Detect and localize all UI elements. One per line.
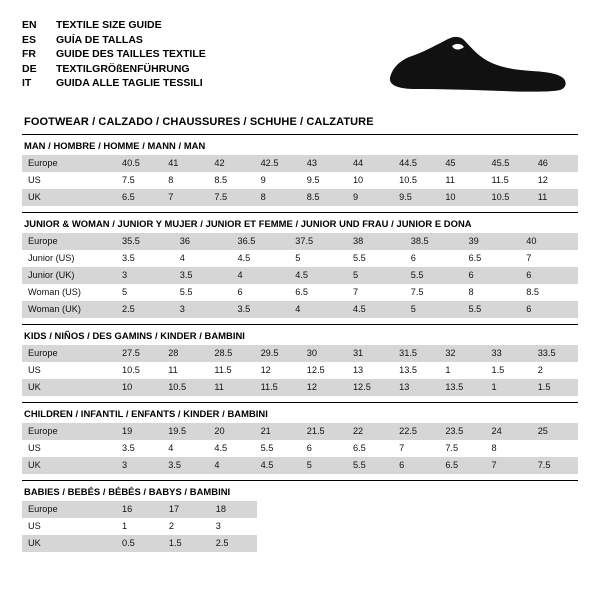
size-cell: 5.5 bbox=[174, 284, 232, 301]
size-cell: 10 bbox=[439, 189, 485, 206]
size-table-title: MAN / HOMBRE / HOMME / MANN / MAN bbox=[24, 140, 206, 151]
size-cell: 6.5 bbox=[463, 250, 521, 267]
language-title: GUIDA ALLE TAGLIE TESSILI bbox=[56, 77, 203, 89]
table-row bbox=[22, 362, 578, 379]
size-cell: 19 bbox=[116, 423, 162, 440]
size-cell: 5.5 bbox=[405, 267, 463, 284]
size-cell: 8 bbox=[255, 189, 301, 206]
language-row bbox=[22, 18, 206, 33]
size-cell: 12 bbox=[532, 172, 578, 189]
table-row bbox=[22, 284, 578, 301]
size-cell: 16 bbox=[116, 501, 163, 518]
size-cell: 13 bbox=[347, 362, 393, 379]
size-cell: 10.5 bbox=[393, 172, 439, 189]
dress-shoe-icon bbox=[382, 34, 572, 98]
size-cell: 6 bbox=[232, 284, 290, 301]
row-label: UK bbox=[22, 457, 116, 474]
size-cell: 13 bbox=[393, 379, 439, 396]
size-cell: 11.5 bbox=[255, 379, 301, 396]
size-cell: 10 bbox=[347, 172, 393, 189]
size-cell: 1 bbox=[486, 379, 532, 396]
size-cell: 5.5 bbox=[463, 301, 521, 318]
table-row bbox=[22, 250, 578, 267]
size-cell: 28 bbox=[162, 345, 208, 362]
size-table bbox=[22, 501, 257, 552]
size-cell: 27.5 bbox=[116, 345, 162, 362]
size-cell: 6 bbox=[405, 250, 463, 267]
size-cell: 2.5 bbox=[116, 301, 174, 318]
size-cell: 10 bbox=[116, 379, 162, 396]
size-cell: 30 bbox=[301, 345, 347, 362]
row-label: UK bbox=[22, 189, 116, 206]
size-cell: 4.5 bbox=[232, 250, 290, 267]
size-cell: 12 bbox=[301, 379, 347, 396]
size-cell: 36.5 bbox=[232, 233, 290, 250]
size-cell: 6 bbox=[301, 440, 347, 457]
size-cell: 6 bbox=[393, 457, 439, 474]
size-cell: 11.5 bbox=[208, 362, 254, 379]
size-cell: 40 bbox=[520, 233, 578, 250]
size-cell: 2 bbox=[163, 518, 210, 535]
size-cell: 4.5 bbox=[347, 301, 405, 318]
size-cell: 8 bbox=[162, 172, 208, 189]
size-cell: 11.5 bbox=[486, 172, 532, 189]
size-cell: 4.5 bbox=[289, 267, 347, 284]
language-row bbox=[22, 76, 206, 91]
table-row bbox=[22, 345, 578, 362]
size-cell: 13.5 bbox=[439, 379, 485, 396]
size-cell: 18 bbox=[210, 501, 257, 518]
language-code: IT bbox=[22, 77, 32, 89]
size-table-block bbox=[22, 324, 578, 396]
size-cell: 8.5 bbox=[208, 172, 254, 189]
table-row bbox=[22, 457, 578, 474]
row-label: UK bbox=[22, 379, 116, 396]
size-cell: 6 bbox=[520, 267, 578, 284]
table-row bbox=[22, 189, 578, 206]
row-label: Europe bbox=[22, 501, 116, 518]
size-cell bbox=[532, 440, 578, 457]
size-cell: 38.5 bbox=[405, 233, 463, 250]
size-cell: 9 bbox=[347, 189, 393, 206]
size-cell: 43 bbox=[301, 155, 347, 172]
size-cell: 24 bbox=[486, 423, 532, 440]
size-cell: 12 bbox=[255, 362, 301, 379]
row-label: US bbox=[22, 362, 116, 379]
size-cell: 1.5 bbox=[163, 535, 210, 552]
size-cell: 6.5 bbox=[116, 189, 162, 206]
size-cell: 11 bbox=[532, 189, 578, 206]
size-cell: 13.5 bbox=[393, 362, 439, 379]
language-title: TEXTILGRÖßENFÜHRUNG bbox=[56, 62, 190, 75]
row-label: UK bbox=[22, 535, 116, 552]
size-cell: 10.5 bbox=[116, 362, 162, 379]
size-cell: 0.5 bbox=[116, 535, 163, 552]
size-cell: 31.5 bbox=[393, 345, 439, 362]
row-label: Junior (UK) bbox=[22, 267, 116, 284]
size-cell: 4 bbox=[162, 440, 208, 457]
size-cell: 6.5 bbox=[347, 440, 393, 457]
size-cell: 46 bbox=[532, 155, 578, 172]
size-cell: 7 bbox=[347, 284, 405, 301]
table-row bbox=[22, 172, 578, 189]
size-cell: 45.5 bbox=[486, 155, 532, 172]
language-row bbox=[22, 62, 206, 77]
size-cell: 42 bbox=[208, 155, 254, 172]
size-cell: 8 bbox=[486, 440, 532, 457]
size-cell: 29.5 bbox=[255, 345, 301, 362]
row-label: US bbox=[22, 172, 116, 189]
size-cell: 38 bbox=[347, 233, 405, 250]
size-cell: 2.5 bbox=[210, 535, 257, 552]
table-row bbox=[22, 518, 257, 535]
size-cell: 1.5 bbox=[486, 362, 532, 379]
size-table bbox=[22, 345, 578, 396]
table-row bbox=[22, 267, 578, 284]
size-cell: 5.5 bbox=[347, 457, 393, 474]
size-cell: 6 bbox=[520, 301, 578, 318]
language-title: GUÍA DE TALLAS bbox=[56, 33, 143, 46]
row-label: Junior (US) bbox=[22, 250, 116, 267]
size-cell: 7 bbox=[486, 457, 532, 474]
size-cell: 20 bbox=[208, 423, 254, 440]
language-code: FR bbox=[22, 48, 36, 60]
size-cell: 6.5 bbox=[289, 284, 347, 301]
row-label: US bbox=[22, 518, 116, 535]
language-code: ES bbox=[22, 33, 37, 46]
language-code: EN bbox=[22, 19, 37, 31]
size-cell: 17 bbox=[163, 501, 210, 518]
size-cell: 3 bbox=[116, 457, 162, 474]
size-cell: 3.5 bbox=[232, 301, 290, 318]
size-cell: 5 bbox=[289, 250, 347, 267]
size-cell: 7.5 bbox=[208, 189, 254, 206]
size-cell: 5 bbox=[347, 267, 405, 284]
size-cell: 37.5 bbox=[289, 233, 347, 250]
table-row bbox=[22, 535, 257, 552]
size-tables-container bbox=[22, 134, 578, 552]
table-row bbox=[22, 379, 578, 396]
size-cell: 7.5 bbox=[116, 172, 162, 189]
size-cell: 5.5 bbox=[347, 250, 405, 267]
size-cell: 35.5 bbox=[116, 233, 174, 250]
size-cell: 45 bbox=[439, 155, 485, 172]
size-cell: 4.5 bbox=[208, 440, 254, 457]
size-cell: 40.5 bbox=[116, 155, 162, 172]
size-cell: 5 bbox=[301, 457, 347, 474]
size-cell: 36 bbox=[174, 233, 232, 250]
table-row bbox=[22, 233, 578, 250]
size-cell: 1 bbox=[439, 362, 485, 379]
size-cell: 11 bbox=[439, 172, 485, 189]
size-cell: 21.5 bbox=[301, 423, 347, 440]
size-cell: 1.5 bbox=[532, 379, 578, 396]
size-table-block bbox=[22, 402, 578, 474]
size-cell: 8 bbox=[463, 284, 521, 301]
size-cell: 7 bbox=[520, 250, 578, 267]
table-row bbox=[22, 155, 578, 172]
size-cell: 2 bbox=[532, 362, 578, 379]
size-cell: 32 bbox=[439, 345, 485, 362]
size-cell: 5 bbox=[116, 284, 174, 301]
size-cell: 4 bbox=[289, 301, 347, 318]
size-cell: 7.5 bbox=[439, 440, 485, 457]
size-table-title: KIDS / NIÑOS / DES GAMINS / KINDER / BAMBINI bbox=[24, 330, 245, 341]
size-cell: 1 bbox=[116, 518, 163, 535]
size-table bbox=[22, 233, 578, 318]
size-cell: 3.5 bbox=[116, 440, 162, 457]
size-cell: 3.5 bbox=[174, 267, 232, 284]
language-row bbox=[22, 47, 206, 62]
size-cell: 19.5 bbox=[162, 423, 208, 440]
size-cell: 7.5 bbox=[532, 457, 578, 474]
size-cell: 44.5 bbox=[393, 155, 439, 172]
document-header bbox=[22, 18, 578, 104]
table-row bbox=[22, 440, 578, 457]
size-cell: 4 bbox=[174, 250, 232, 267]
table-row bbox=[22, 301, 578, 318]
language-title-list bbox=[22, 18, 206, 91]
size-cell: 10.5 bbox=[162, 379, 208, 396]
row-label: Europe bbox=[22, 423, 116, 440]
size-table-block bbox=[22, 480, 578, 552]
language-code: DE bbox=[22, 62, 37, 75]
language-title: TEXTILE SIZE GUIDE bbox=[56, 19, 162, 31]
size-cell: 12.5 bbox=[347, 379, 393, 396]
size-cell: 44 bbox=[347, 155, 393, 172]
size-cell: 11 bbox=[162, 362, 208, 379]
size-cell: 4 bbox=[232, 267, 290, 284]
size-cell: 22.5 bbox=[393, 423, 439, 440]
size-cell: 31 bbox=[347, 345, 393, 362]
size-table-title: CHILDREN / INFANTIL / ENFANTS / KINDER / BAMBINI bbox=[24, 408, 268, 419]
size-cell: 28.5 bbox=[208, 345, 254, 362]
size-table bbox=[22, 155, 578, 206]
table-row bbox=[22, 423, 578, 440]
size-cell: 5 bbox=[405, 301, 463, 318]
size-cell: 41 bbox=[162, 155, 208, 172]
row-label: Woman (US) bbox=[22, 284, 116, 301]
size-cell: 7.5 bbox=[405, 284, 463, 301]
size-table-block bbox=[22, 212, 578, 318]
size-cell: 11 bbox=[208, 379, 254, 396]
size-cell: 39 bbox=[463, 233, 521, 250]
size-cell: 3 bbox=[116, 267, 174, 284]
page-title: FOOTWEAR / CALZADO / CHAUSSURES / SCHUHE / CALZATURE bbox=[24, 116, 374, 128]
size-cell: 21 bbox=[255, 423, 301, 440]
size-cell: 5.5 bbox=[255, 440, 301, 457]
size-cell: 4.5 bbox=[255, 457, 301, 474]
language-row bbox=[22, 33, 206, 48]
row-label: Woman (UK) bbox=[22, 301, 116, 318]
row-label: Europe bbox=[22, 345, 116, 362]
size-cell: 6.5 bbox=[439, 457, 485, 474]
size-cell: 9 bbox=[255, 172, 301, 189]
row-label: Europe bbox=[22, 155, 116, 172]
size-cell: 42.5 bbox=[255, 155, 301, 172]
size-cell: 9.5 bbox=[393, 189, 439, 206]
size-table-title: JUNIOR & WOMAN / JUNIOR Y MUJER / JUNIOR ET FEMME / JUNIOR UND FRAU / JUNIOR E DONA bbox=[24, 218, 472, 229]
size-cell: 25 bbox=[532, 423, 578, 440]
size-cell: 8.5 bbox=[520, 284, 578, 301]
size-cell: 3.5 bbox=[162, 457, 208, 474]
size-cell: 4 bbox=[208, 457, 254, 474]
size-cell: 33 bbox=[486, 345, 532, 362]
size-cell: 33.5 bbox=[532, 345, 578, 362]
size-cell: 10.5 bbox=[486, 189, 532, 206]
language-title: GUIDE DES TAILLES TEXTILE bbox=[56, 48, 206, 60]
size-table bbox=[22, 423, 578, 474]
table-row bbox=[22, 501, 257, 518]
size-cell: 9.5 bbox=[301, 172, 347, 189]
size-cell: 23.5 bbox=[439, 423, 485, 440]
size-cell: 12.5 bbox=[301, 362, 347, 379]
size-table-block bbox=[22, 134, 578, 206]
size-cell: 22 bbox=[347, 423, 393, 440]
size-cell: 7 bbox=[393, 440, 439, 457]
size-table-title: BABIES / BEBÉS / BÉBÉS / BABYS / BAMBINI bbox=[24, 486, 231, 497]
size-cell: 6 bbox=[463, 267, 521, 284]
row-label: US bbox=[22, 440, 116, 457]
size-cell: 3.5 bbox=[116, 250, 174, 267]
size-cell: 8.5 bbox=[301, 189, 347, 206]
size-cell: 3 bbox=[210, 518, 257, 535]
row-label: Europe bbox=[22, 233, 116, 250]
size-cell: 7 bbox=[162, 189, 208, 206]
size-cell: 3 bbox=[174, 301, 232, 318]
